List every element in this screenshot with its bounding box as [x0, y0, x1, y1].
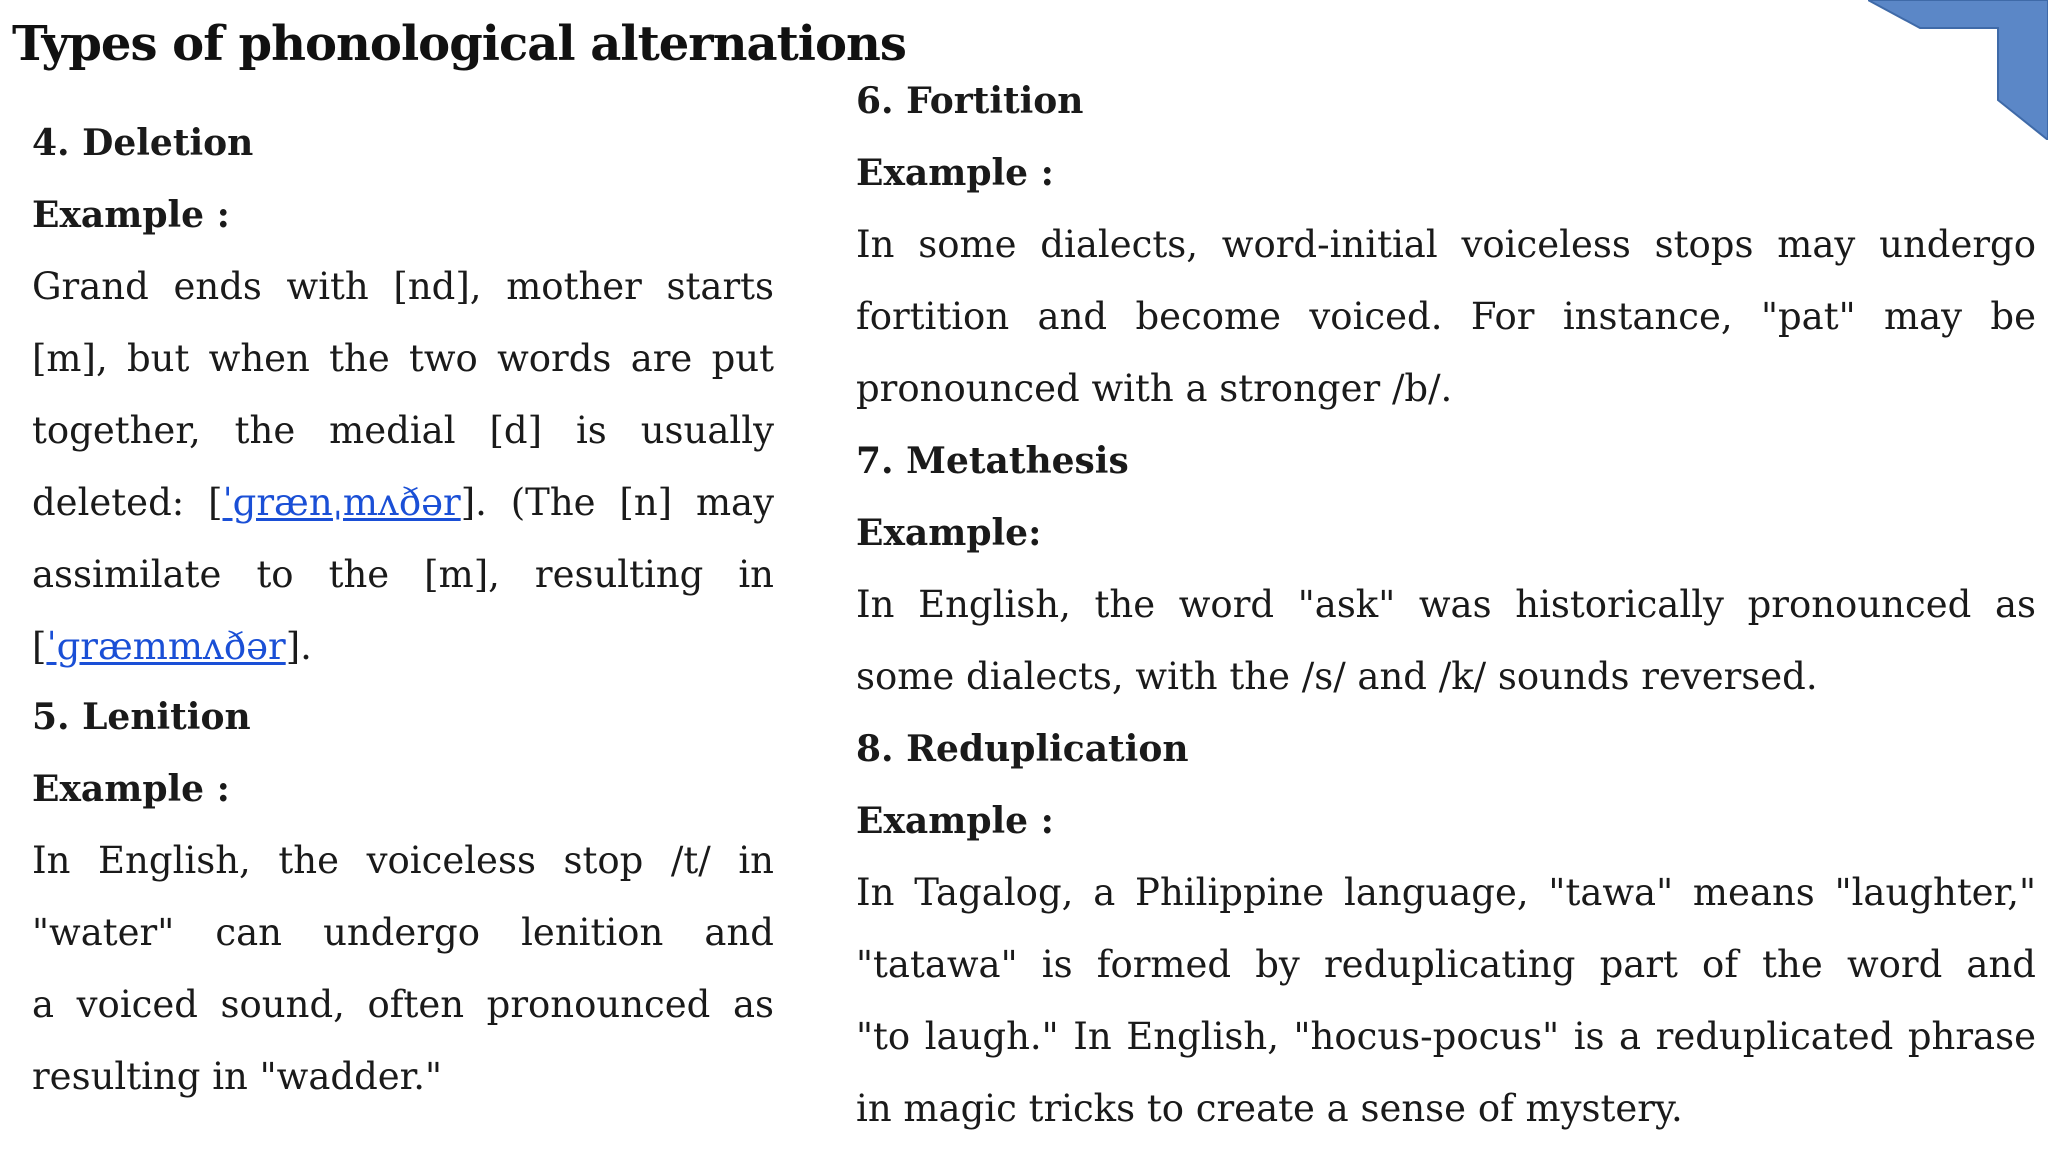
deletion-line6-post: ].: [285, 625, 312, 668]
lenition-text-line-1: In English, the voiceless stop /t/ in: [32, 839, 774, 882]
reduplication-heading: 8. Reduplication: [856, 728, 1189, 770]
lenition-text-line-3: a voiced sound, often pronounced as: [32, 983, 774, 1026]
reduplication-text-line-3: "to laugh." In English, "hocus-pocus" is a reduplicated phrase: [856, 1015, 2036, 1058]
lenition-text-line-2: "water" can undergo lenition and: [32, 911, 774, 954]
deletion-line6-pre: [: [32, 625, 47, 668]
deletion-text-line-1: Grand ends with [nd], mother starts: [32, 265, 774, 308]
metathesis-heading: 7. Metathesis: [856, 440, 1129, 482]
deletion-line4-pre: deleted: [: [32, 481, 223, 524]
deletion-line4-post: ]. (The [n] may: [460, 481, 774, 524]
fortition-example-label: Example :: [856, 152, 1054, 194]
fortition-text-line-1: In some dialects, word-initial voiceless stops may undergo: [856, 223, 2036, 266]
metathesis-text-line-2: some dialects, with the /s/ and /k/ sounds reversed.: [856, 655, 1818, 698]
deletion-text-line-6: [32, 624, 312, 670]
lenition-example-label: Example :: [32, 768, 230, 810]
deletion-text-line-5: assimilate to the [m], resulting in: [32, 553, 774, 596]
reduplication-text-line-1: In Tagalog, a Philippine language, "tawa" means "laughter,": [856, 871, 2036, 914]
ipa-link-grammother[interactable]: ˈɡræmmʌðər: [46, 625, 286, 668]
deletion-text-line-4: [32, 480, 774, 526]
fortition-text-line-2: fortition and become voiced. For instance, "pat" may be: [856, 295, 2036, 338]
deletion-text-line-3: together, the medial [d] is usually: [32, 409, 774, 452]
reduplication-text-line-4: in magic tricks to create a sense of mystery.: [856, 1087, 1683, 1130]
lenition-heading: 5. Lenition: [32, 696, 251, 738]
fortition-text-line-3: pronounced with a stronger /b/.: [856, 367, 1453, 410]
deletion-text-line-2: [m], but when the two words are put: [32, 337, 774, 380]
lenition-text-line-4: resulting in "wadder.": [32, 1055, 443, 1098]
corner-decoration: [1868, 0, 2048, 140]
reduplication-example-label: Example :: [856, 800, 1054, 842]
reduplication-text-line-2: "tatawa" is formed by reduplicating part of the word and: [856, 943, 2036, 986]
deletion-example-label: Example :: [32, 194, 230, 236]
deletion-heading: 4. Deletion: [32, 122, 254, 164]
metathesis-text-line-1: In English, the word "ask" was historically pronounced as: [856, 583, 2036, 626]
ipa-link-granmother[interactable]: ˈɡrænˌmʌðər: [222, 481, 461, 524]
metathesis-example-label: Example:: [856, 512, 1042, 554]
fortition-heading: 6. Fortition: [856, 80, 1084, 122]
slide-title: Types of phonological alternations: [12, 16, 906, 72]
